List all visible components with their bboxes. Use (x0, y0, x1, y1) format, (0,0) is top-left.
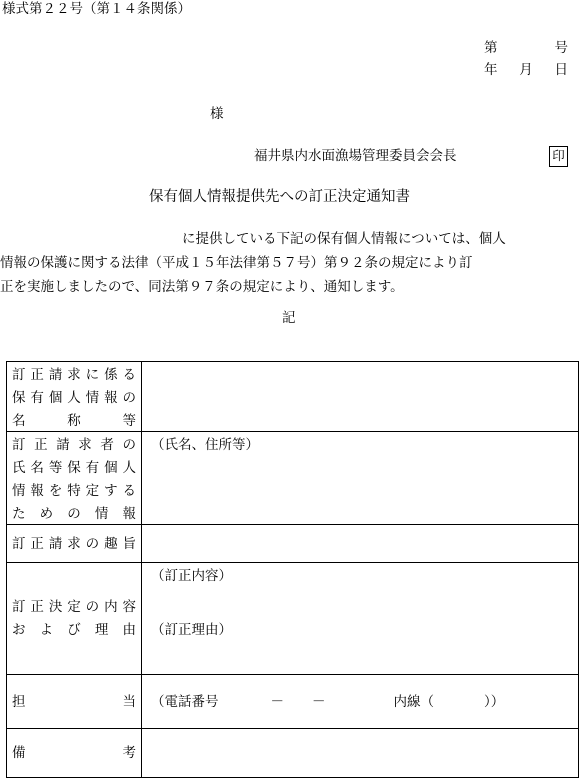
label-request-purpose (7, 525, 142, 563)
document-title: 保有個人情報提供先への訂正決定通知書 (149, 189, 410, 205)
date-month: 月 (519, 62, 533, 78)
table-row-decision (7, 563, 579, 675)
label-line: および理由 (12, 622, 136, 638)
phone-dash-2: － (312, 693, 326, 710)
value-decision[interactable] (142, 563, 579, 675)
label-target-info (7, 362, 142, 432)
label-decision (7, 563, 142, 675)
date-day: 日 (554, 62, 568, 78)
seal-mark: 印 (549, 146, 568, 167)
phone-open: （電話番号 (151, 693, 219, 710)
issuer-name: 福井県内水面漁場管理委員会会長 (254, 148, 457, 164)
label-line: 訂正請求に係る (12, 367, 136, 383)
phone-dash-1: － (270, 693, 284, 710)
label-line: 訂正決定の内容 (12, 599, 136, 615)
label-line: 訂正請求者の (12, 437, 136, 453)
correction-content-hint: （訂正内容） (151, 568, 232, 584)
value-requester-info[interactable] (142, 432, 579, 525)
body-line-2: 情報の保護に関する法律（平成１５年法律第５７号）第９２条の規定により訂 (0, 255, 473, 271)
label-line: 訂正請求の趣旨 (12, 535, 136, 552)
label-line: 名 称 等 (12, 413, 136, 429)
correction-reason-hint: （訂正理由） (151, 622, 232, 638)
table-row-request-purpose (7, 525, 579, 563)
body-line-3: 正を実施しましたので、同法第９７条の規定により、通知します。 (0, 279, 404, 295)
date-label (484, 62, 568, 80)
label-remarks (7, 729, 142, 778)
table-row-remarks (7, 729, 579, 778)
info-table (6, 361, 579, 778)
label-line: ための情報 (12, 506, 136, 522)
table-row-contact (7, 675, 579, 729)
value-contact[interactable] (142, 675, 579, 729)
document-number-label (484, 40, 568, 58)
addressee-suffix: 様 (210, 106, 224, 122)
label-contact (7, 675, 142, 729)
extension-close: ）） (484, 693, 505, 710)
body-text (0, 227, 579, 299)
label-line: 備 考 (12, 745, 136, 761)
form-number: 様式第２２号（第１４条関係） (2, 1, 191, 17)
label-line: 氏名等保有個人 (12, 460, 136, 476)
label-line: 担 当 (12, 693, 136, 710)
requester-hint: （氏名、住所等） (151, 437, 259, 453)
table-row-requester-info (7, 432, 579, 525)
extension-label: 内線（ (393, 693, 434, 710)
table-row-target-info (7, 362, 579, 432)
doc-no-dai: 第 (484, 40, 498, 56)
value-target-info[interactable] (142, 362, 579, 432)
value-remarks[interactable] (142, 729, 579, 778)
phone-line (151, 692, 578, 712)
doc-no-go: 号 (554, 40, 568, 56)
label-line: 情報を特定する (12, 483, 136, 499)
ki-heading: 記 (282, 310, 296, 326)
date-year: 年 (484, 62, 498, 78)
value-request-purpose[interactable] (142, 525, 579, 563)
label-requester-info (7, 432, 142, 525)
label-line: 保有個人情報の (12, 390, 136, 406)
body-line-1: に提供している下記の保有個人情報については、個人 (182, 231, 506, 247)
